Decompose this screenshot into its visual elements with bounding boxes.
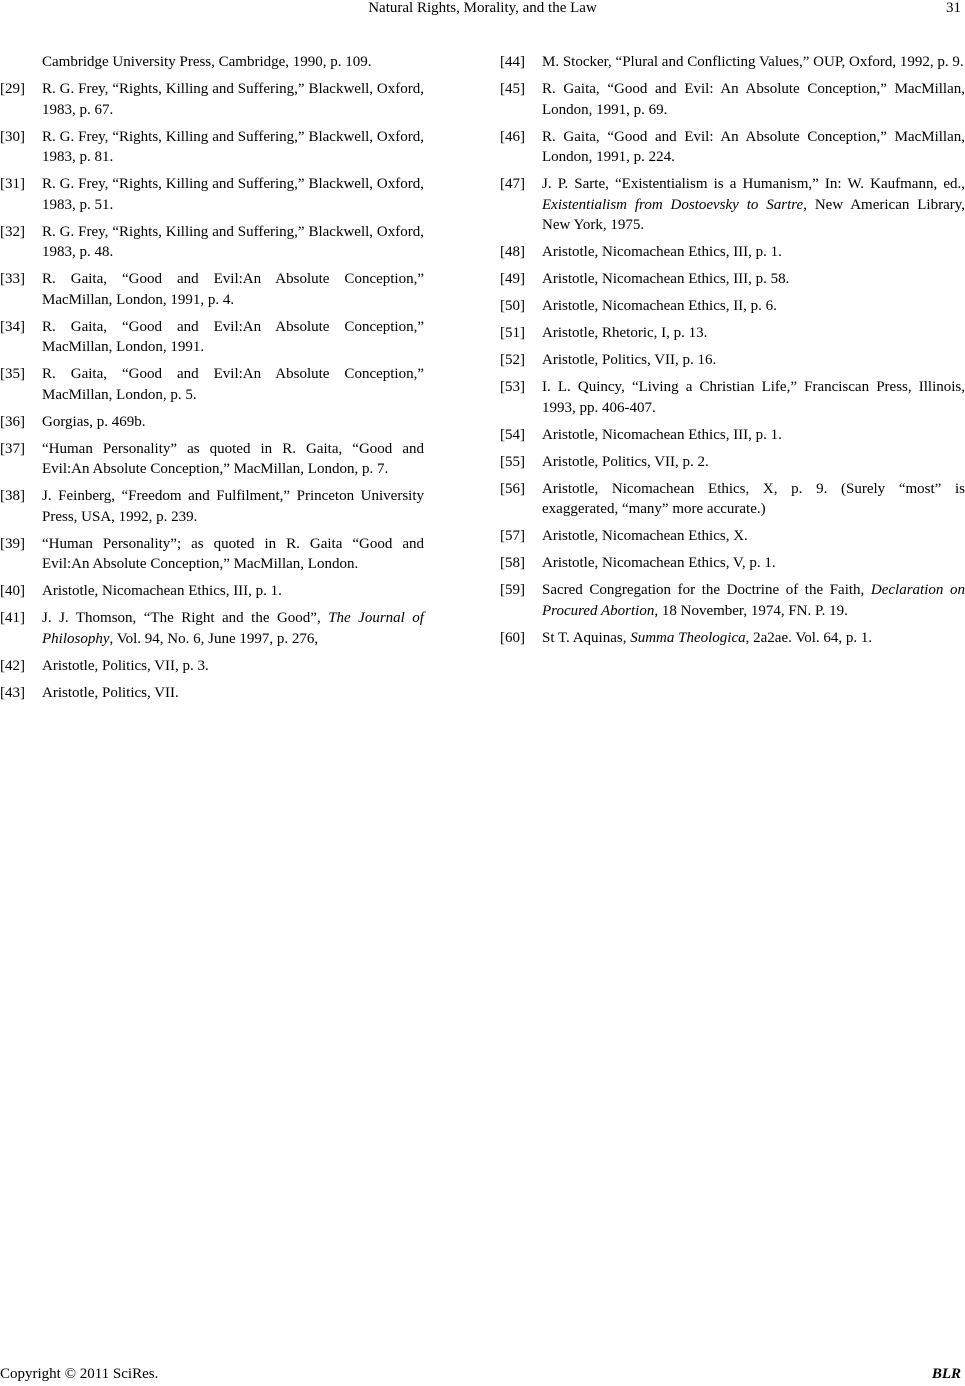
reference-text	[42, 269, 424, 310]
reference-item	[0, 79, 424, 120]
reference-text-part: J. J. Thomson, “The Right and the Good”,	[42, 610, 329, 626]
reference-text	[42, 656, 424, 677]
reference-text	[542, 377, 965, 418]
reference-number: [52]	[500, 352, 525, 368]
reference-text-part: I. L. Quincy, “Living a Christian Life,” Franciscan Press, Illinois, 1993, pp. 406-407.	[542, 379, 965, 416]
reference-text-part: R. Gaita, “Good and Evil: An Absolute Conception,” MacMillan, London, 1991, p. 69.	[542, 81, 965, 118]
reference-text-part: , 2a2ae. Vol. 64, p. 1.	[745, 629, 873, 646]
reference-text	[42, 364, 424, 405]
reference-text	[42, 79, 424, 120]
reference-text-part: Aristotle, Rhetoric, I, p. 13.	[542, 325, 708, 341]
reference-number: [41]	[0, 610, 25, 626]
reference-number: [56]	[500, 480, 525, 497]
reference-item	[500, 127, 965, 168]
reference-number: [36]	[0, 413, 25, 430]
reference-text	[42, 412, 424, 433]
reference-number: [59]	[500, 582, 525, 598]
reference-text	[542, 127, 965, 168]
reference-number: [35]	[0, 366, 25, 382]
reference-text-part: R. Gaita, “Good and Evil:An Absolute Conception,” MacMillan, London, p. 5.	[42, 366, 424, 403]
copyright-notice: Copyright © 2011 SciRes.	[0, 1366, 159, 1382]
reference-text	[0, 52, 424, 73]
reference-number: [29]	[0, 81, 25, 97]
reference-text	[42, 683, 424, 704]
reference-text-part: Aristotle, Nicomachean Ethics, V, p. 1.	[542, 555, 776, 571]
reference-item	[500, 425, 965, 446]
reference-text-part: Aristotle, Politics, VII, p. 16.	[542, 352, 717, 368]
reference-item	[0, 317, 424, 358]
reference-item	[500, 479, 965, 520]
reference-number: [30]	[0, 128, 25, 145]
reference-item	[0, 412, 424, 433]
reference-text-part: Aristotle, Nicomachean Ethics, III, p. 1.	[42, 583, 282, 599]
reference-item	[500, 269, 965, 290]
reference-item	[500, 628, 965, 649]
reference-item	[0, 174, 424, 215]
reference-number: [49]	[500, 271, 525, 287]
reference-text	[42, 222, 424, 263]
journal-abbreviation: BLR	[931, 1366, 961, 1382]
reference-text	[542, 479, 965, 520]
reference-text-part: Aristotle, Nicomachean Ethics, X, p. 9. (Surely “most” is exaggerated, “many” more accurate.)	[542, 480, 965, 517]
reference-text-part: R. G. Frey, “Rights, Killing and Suffering,” Blackwell, Oxford, 1983, p. 81.	[42, 128, 424, 165]
page-header	[0, 0, 965, 22]
reference-text	[542, 526, 965, 547]
reference-text-part: Aristotle, Politics, VII, p. 2.	[542, 453, 709, 470]
reference-item	[500, 242, 965, 263]
reference-text	[42, 534, 424, 575]
reference-text-part: Aristotle, Nicomachean Ethics, X.	[542, 528, 748, 544]
reference-number: [39]	[0, 535, 25, 552]
reference-item	[0, 486, 424, 527]
reference-text	[42, 439, 424, 480]
reference-text-part: R. G. Frey, “Rights, Killing and Suffering,” Blackwell, Oxford, 1983, p. 48.	[42, 223, 424, 260]
reference-number: [45]	[500, 81, 525, 97]
reference-italic-title: The Journal of Philosophy	[42, 610, 424, 647]
reference-text	[542, 269, 965, 290]
reference-number: [44]	[500, 54, 525, 70]
reference-number: [51]	[500, 325, 525, 341]
reference-number: [48]	[500, 244, 525, 260]
reference-text-part: R. G. Frey, “Rights, Killing and Suffering,” Blackwell, Oxford, 1983, p. 67.	[42, 81, 424, 118]
reference-text-part: R. Gaita, “Good and Evil: An Absolute Conception,” MacMillan, London, 1991, p. 224.	[542, 128, 965, 165]
reference-text-part: , New American Library, New York, 1975.	[542, 196, 965, 233]
reference-number: [54]	[500, 426, 525, 443]
references-right-column	[500, 52, 965, 655]
reference-number: [53]	[500, 379, 525, 395]
reference-text	[542, 580, 965, 621]
reference-italic-title: Existentialism from Dostoevsky to Sartre	[542, 196, 804, 213]
reference-number: [31]	[0, 176, 25, 192]
reference-text-part: J. P. Sarte, “Existentialism is a Humanism,” In: W. Kaufmann, ed.,	[542, 176, 965, 192]
reference-italic-title: Declaration on Procured Abortion	[542, 582, 965, 619]
reference-number: [58]	[500, 555, 525, 571]
reference-item	[0, 364, 424, 405]
reference-item	[500, 580, 965, 621]
reference-item	[500, 52, 965, 73]
reference-text	[542, 323, 965, 344]
reference-text	[42, 127, 424, 168]
reference-item	[0, 222, 424, 263]
page-number: 31	[946, 0, 961, 16]
reference-text	[542, 553, 965, 574]
reference-text-part: R. G. Frey, “Rights, Killing and Suffering,” Blackwell, Oxford, 1983, p. 51.	[42, 176, 424, 213]
reference-number: [43]	[0, 684, 25, 701]
reference-number: [38]	[0, 488, 25, 504]
reference-item	[500, 553, 965, 574]
reference-text-part: Aristotle, Politics, VII, p. 3.	[42, 657, 209, 674]
reference-text-part: Aristotle, Nicomachean Ethics, III, p. 1.	[542, 426, 782, 443]
reference-number: [60]	[500, 629, 525, 646]
reference-number: [55]	[500, 453, 525, 470]
reference-number: [46]	[500, 128, 525, 145]
reference-item	[500, 323, 965, 344]
reference-item	[500, 377, 965, 418]
reference-text-part: Aristotle, Nicomachean Ethics, III, p. 1.	[542, 244, 782, 260]
reference-text-part: St T. Aquinas,	[542, 629, 631, 646]
reference-text-part: Gorgias, p. 469b.	[42, 413, 146, 430]
reference-text-part: , Vol. 94, No. 6, June 1997, p. 276,	[109, 630, 319, 647]
reference-text-part: R. Gaita, “Good and Evil:An Absolute Conception,” MacMillan, London, 1991, p. 4.	[42, 271, 424, 308]
reference-item	[0, 439, 424, 480]
reference-item	[0, 534, 424, 575]
reference-item	[0, 581, 424, 602]
reference-text-part: Sacred Congregation for the Doctrine of the Faith,	[542, 582, 871, 598]
reference-item	[500, 350, 965, 371]
reference-number: [37]	[0, 440, 25, 457]
reference-text-part: Aristotle, Politics, VII.	[42, 684, 179, 701]
reference-item	[0, 608, 424, 649]
reference-text	[42, 317, 424, 358]
reference-text	[42, 608, 424, 649]
reference-text	[542, 296, 965, 317]
references-left-column	[0, 52, 424, 710]
reference-number: [33]	[0, 271, 25, 287]
reference-text-part: R. Gaita, “Good and Evil:An Absolute Conception,” MacMillan, London, 1991.	[42, 318, 424, 355]
reference-number: [40]	[0, 583, 25, 599]
reference-text-part: Aristotle, Nicomachean Ethics, II, p. 6.	[542, 298, 777, 314]
reference-item	[0, 656, 424, 677]
reference-italic-title: Summa Theologica	[630, 629, 746, 646]
reference-number: [42]	[0, 657, 25, 674]
reference-text	[542, 52, 965, 73]
reference-item	[0, 269, 424, 310]
reference-item	[500, 174, 965, 236]
reference-number: [50]	[500, 298, 525, 314]
reference-text	[542, 242, 965, 263]
reference-text	[542, 452, 965, 473]
reference-item	[500, 79, 965, 120]
reference-item	[0, 683, 424, 704]
reference-text	[42, 486, 424, 527]
reference-text-part: , 18 November, 1974, FN. P. 19.	[654, 602, 848, 619]
reference-text	[542, 425, 965, 446]
reference-text-part: “Human Personality” as quoted in R. Gaita, “Good and Evil:An Absolute Conception,” MacMillan, London, p. 7.	[42, 440, 424, 477]
reference-item	[500, 452, 965, 473]
running-title: Natural Rights, Morality, and the Law	[368, 0, 597, 16]
reference-text	[542, 350, 965, 371]
reference-item	[0, 127, 424, 168]
reference-item	[500, 296, 965, 317]
reference-item	[500, 526, 965, 547]
reference-text	[42, 174, 424, 215]
reference-number: [34]	[0, 318, 25, 335]
reference-text-part: “Human Personality”; as quoted in R. Gaita “Good and Evil:An Absolute Conception,” MacMillan, London.	[42, 535, 424, 572]
reference-number: [32]	[0, 223, 25, 240]
reference-text-part: M. Stocker, “Plural and Conflicting Values,” OUP, Oxford, 1992, p. 9.	[542, 54, 964, 70]
reference-text-part: J. Feinberg, “Freedom and Fulfilment,” Princeton University Press, USA, 1992, p. 239.	[42, 488, 424, 525]
reference-number: [57]	[500, 528, 525, 544]
reference-text	[542, 628, 965, 649]
reference-item	[0, 52, 424, 73]
reference-text	[542, 174, 965, 236]
reference-text-part: Cambridge University Press, Cambridge, 1990, p. 109.	[42, 54, 372, 70]
reference-number: [47]	[500, 176, 525, 192]
reference-text-part: Aristotle, Nicomachean Ethics, III, p. 58.	[542, 271, 790, 287]
reference-text	[42, 581, 424, 602]
reference-text	[542, 79, 965, 120]
